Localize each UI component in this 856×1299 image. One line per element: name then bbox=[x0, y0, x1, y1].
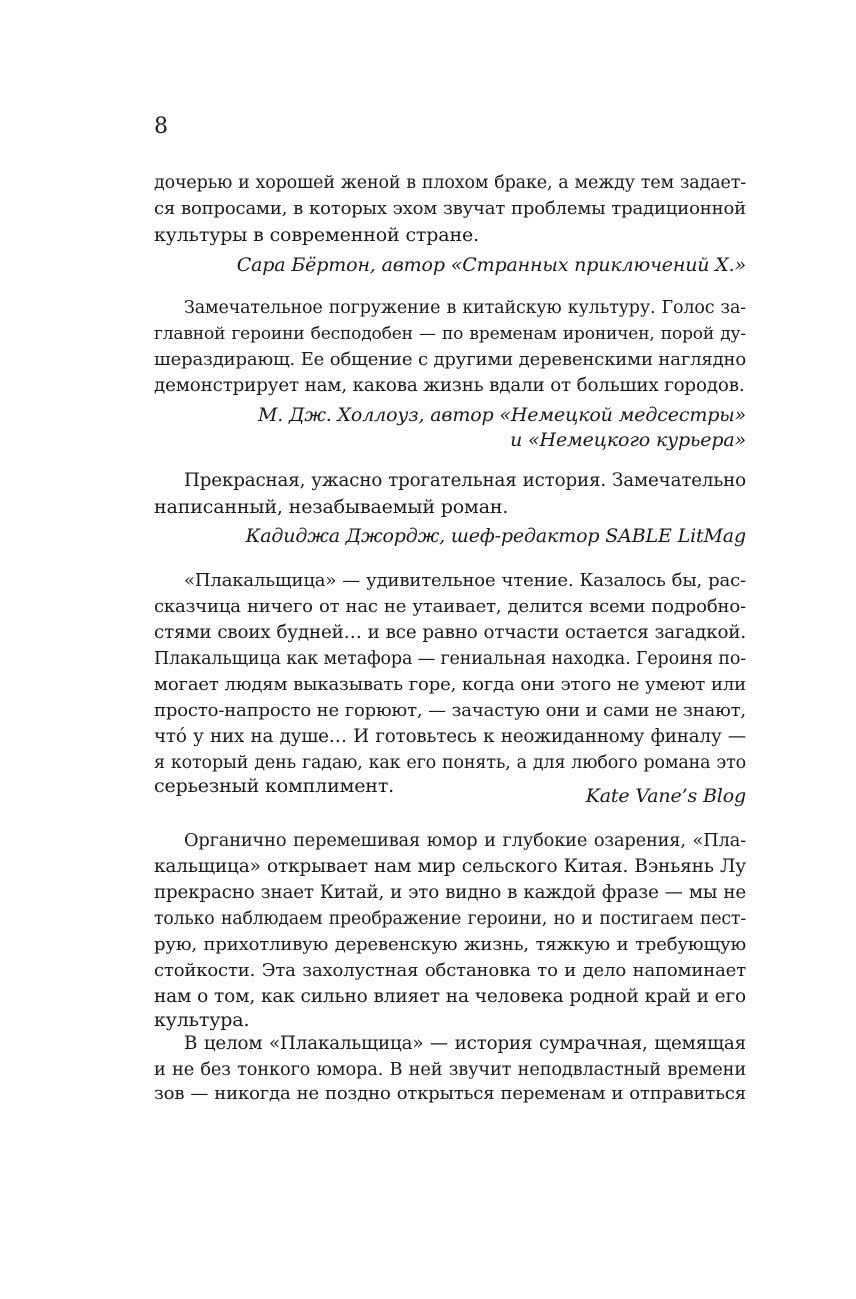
review-2-line: демонстрирует нам, какова жизнь вдали от больших городов. bbox=[154, 375, 745, 396]
review-1-attribution: Сара Бёртон, автор «Странных приключений Х.» bbox=[236, 254, 746, 276]
review-5-line: зов — никогда не поздно открыться переменам и отправиться bbox=[154, 1083, 746, 1104]
review-5-line: нам о том, как сильно влияет на человека родной край и его bbox=[154, 986, 746, 1007]
review-5-line: культура. bbox=[154, 1009, 250, 1031]
review-4-line: стями своих будней… и все равно отчасти остается загадкой. bbox=[154, 622, 746, 643]
review-5-line: и не без тонкого юмора. В ней звучит неподвластный времени bbox=[154, 1060, 746, 1080]
review-3-attribution: Кадиджа Джордж, шеф-редактор SABLE LitMag bbox=[245, 525, 746, 547]
review-2-line: Замечательное погружение в китайскую культуру. Голос за- bbox=[184, 298, 746, 318]
review-5-line: только наблюдаем преображение героини, но и постигаем пест- bbox=[154, 909, 746, 929]
review-5-line: прекрасно знает Китай, и это видно в каждой фразе — мы не bbox=[154, 882, 746, 903]
review-1-line: культуры в современной стране. bbox=[154, 224, 479, 246]
review-4-line: серьезный комплимент. bbox=[154, 775, 395, 797]
review-2-attribution: М. Дж. Холлоуз, автор «Немецкой медсестры» bbox=[257, 404, 746, 426]
review-5-line: В целом «Плакальщица» — история сумрачная, щемящая bbox=[184, 1033, 746, 1054]
review-3-line: Прекрасная, ужасно трогательная история. Замечательно bbox=[184, 470, 746, 491]
review-4-line: могает людям выказывать горе, когда они этого не умеют или bbox=[154, 674, 746, 695]
page-number: 8 bbox=[154, 114, 168, 139]
review-4-attribution: Kate Vane’s Blog bbox=[585, 785, 746, 807]
review-2-line: шераздирающ. Ее общение с другими деревенскими наглядно bbox=[154, 349, 747, 370]
review-2-attribution: и «Немецкого курьера» bbox=[510, 429, 746, 451]
review-4-line: сказчица ничего от нас не утаивает, делится всеми подробно- bbox=[154, 596, 746, 617]
review-5-line: Органично перемешивая юмор и глубокие озарения, «Пла- bbox=[184, 831, 746, 851]
review-4-line: «Плакальщица» — удивительное чтение. Казалось бы, рас- bbox=[184, 570, 746, 591]
review-2-line: главной героини бесподобен — по временам ироничен, порой ду- bbox=[154, 324, 746, 344]
review-1-line: дочерью и хорошей женой в плохом браке, а между тем задает- bbox=[154, 173, 746, 193]
review-4-line: просто-напросто не горюют, — зачастую они и сами не знают, bbox=[154, 700, 746, 721]
review-4-line: что́ у них на душе… И готовьтесь к неожиданному финалу — bbox=[154, 726, 746, 747]
review-5-line: кальщица» открывает нам мир сельского Китая. Вэньянь Лу bbox=[154, 856, 746, 877]
review-3-line: написанный, незабываемый роман. bbox=[154, 496, 509, 518]
review-5-line: рую, прихотливую деревенскую жизнь, тяжкую и требующую bbox=[154, 934, 746, 955]
review-4-line: Плакальщица как метафора — гениальная находка. Героиня по- bbox=[154, 649, 746, 669]
review-1-line: ся вопросами, в которых эхом звучат проблемы традиционной bbox=[154, 198, 746, 219]
review-5-line: стойкости. Эта захолустная обстановка то и дело напоминает bbox=[154, 960, 746, 981]
review-4-line: я который день гадаю, как его понять, а для любого романа это bbox=[154, 753, 746, 773]
